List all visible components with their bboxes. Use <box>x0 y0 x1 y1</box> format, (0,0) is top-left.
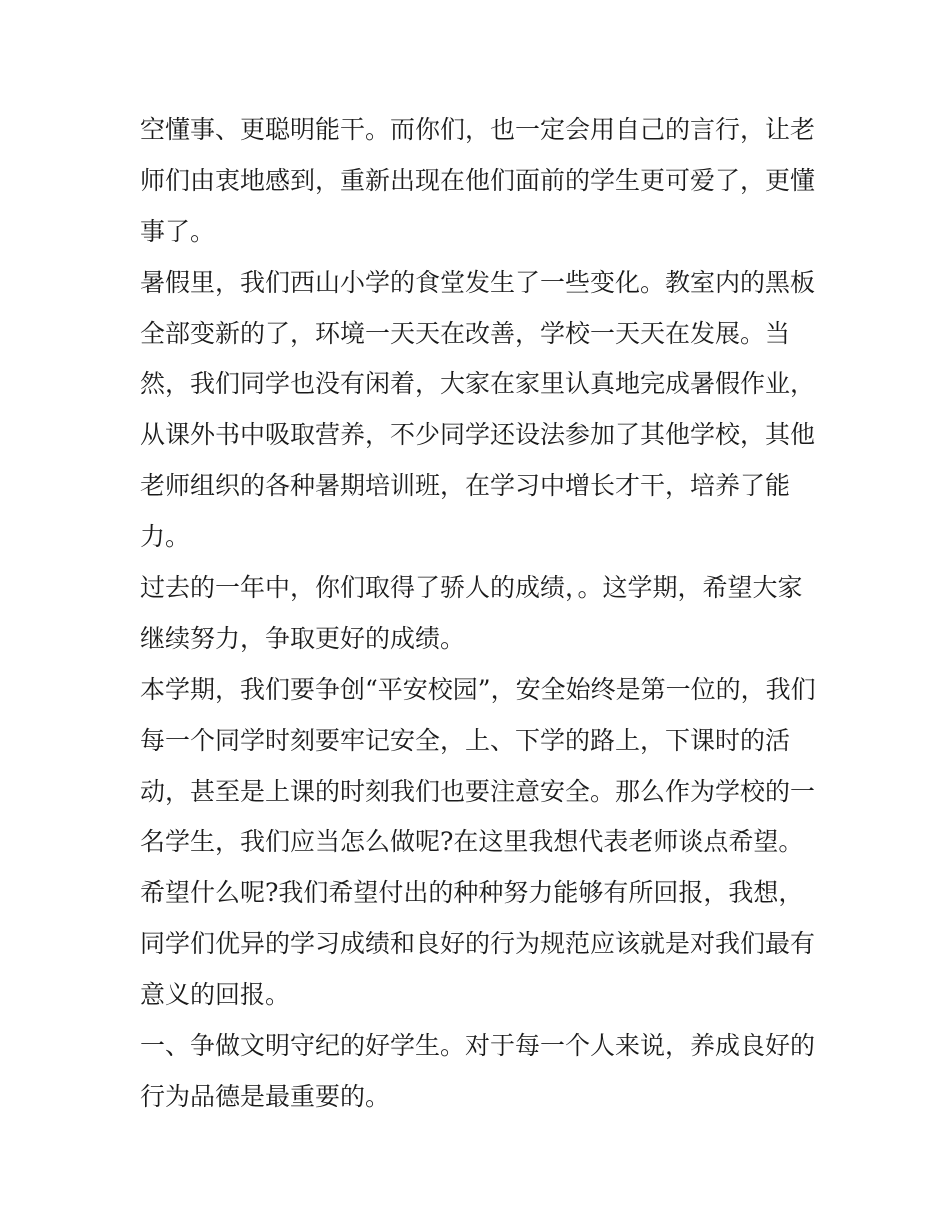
text-line: 空懂事、更聪明能干。而你们，也一定会用自己的言行，让老 <box>140 115 816 144</box>
text-line: 师们由衷地感到，重新出现在他们面前的学生更可爱了，更懂 <box>140 165 816 195</box>
text-line: 每一个同学时刻要牢记安全，上、下学的路上，下课时的活 <box>140 725 791 755</box>
text-line: 从课外书中吸取营养，不少同学还设法参加了其他学校，其他 <box>140 420 816 450</box>
text-line: 事了。 <box>140 216 216 246</box>
text-line: 然，我们同学也没有闲着，大家在家里认真地完成暑假作业， <box>140 369 816 399</box>
document-body <box>140 105 820 1123</box>
text-line: 本学期，我们要争创“平安校园”，安全始终是第一位的，我们 <box>140 674 816 704</box>
text-line: 老师组织的各种暑期培训班，在学习中增长才干，培养了能 <box>140 471 791 501</box>
text-line: 暑假里，我们西山小学的食堂发生了一些变化。教室内的黑板 <box>140 267 816 297</box>
text-line: 一、争做文明守纪的好学生。对于每一个人来说，养成良好的 <box>140 1031 816 1061</box>
text-line: 同学们优异的学习成绩和良好的行为规范应该就是对我们最有 <box>140 929 816 959</box>
text-line: 希望什么呢?我们希望付出的种种努力能够有所回报，我想， <box>140 878 804 908</box>
text-line: 力。 <box>140 522 191 552</box>
text-line: 行为品德是最重要的。 <box>140 1081 391 1111</box>
text-line: 动，甚至是上课的时刻我们也要注意安全。那么作为学校的一 <box>140 776 816 806</box>
text-line: 意义的回报。 <box>140 980 291 1010</box>
text-line: 过去的一年中，你们取得了骄人的成绩，。这学期，希望大家 <box>140 573 803 603</box>
text-line: 名学生，我们应当怎么做呢?在这里我想代表老师谈点希望。 <box>140 827 804 857</box>
text-line: 继续努力，争取更好的成绩。 <box>140 623 466 653</box>
text-line: 全部变新的了，环境一天天在改善，学校一天天在发展。当 <box>140 318 791 348</box>
